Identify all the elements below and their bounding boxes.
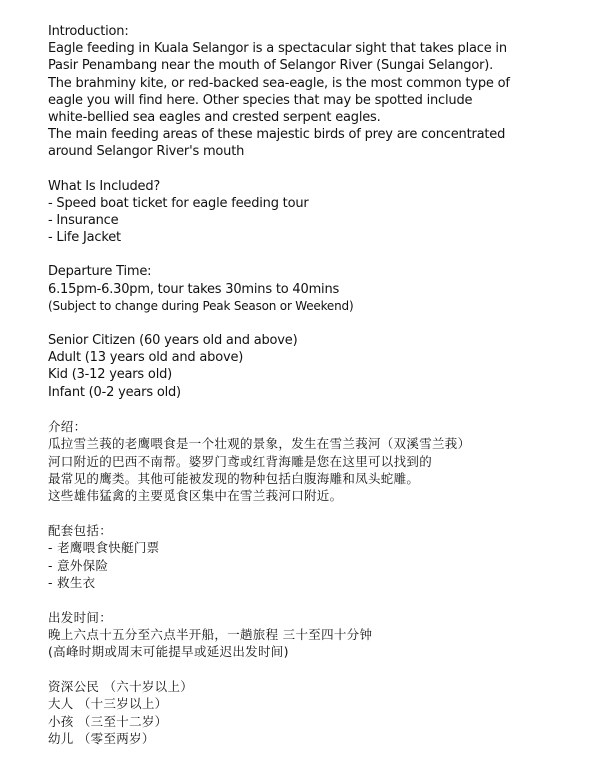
zh-category-item: 小孩 （三至十二岁） (48, 713, 168, 729)
departure-heading: Departure Time: (48, 264, 152, 280)
intro-line: The main feeding areas of these majestic birds of prey are concentrated (48, 127, 506, 143)
zh-included-item: - 救生衣 (48, 575, 96, 591)
zh-departure-time: 晚上六点十五分至六点半开船，一趟旅程 三十至四十分钟 (48, 626, 373, 642)
intro-line: Eagle feeding in Kuala Selangor is a spectacular sight that takes place in (48, 41, 507, 57)
departure-time: 6.15pm-6.30pm, tour takes 30mins to 40mins (48, 281, 340, 297)
intro-heading: Introduction: (48, 24, 129, 39)
intro-line: The brahminy kite, or red-backed sea-eagle, is the most common type of (48, 75, 510, 91)
zh-intro-line: 这些雄伟猛禽的主要觅食区集中在雪兰莪河口附近。 (48, 488, 343, 504)
zh-included-item: - 老鹰喂食快艇门票 (48, 540, 160, 556)
included-item: - Life Jacket (48, 230, 121, 246)
intro-line: eagle you will find here. Other species that may be spotted include (48, 92, 473, 108)
document-body (48, 23, 588, 747)
included-heading: What Is Included? (48, 178, 161, 194)
zh-included-item: - 意外保险 (48, 557, 109, 573)
zh-departure-note: (高峰时期或周末可能提早或延迟出发时间) (48, 644, 289, 660)
included-item: - Speed boat ticket for eagle feeding tour (48, 195, 309, 211)
departure-note: (Subject to change during Peak Season or Weekend) (48, 298, 354, 313)
intro-line: around Selangor River's mouth (48, 144, 245, 160)
intro-line: white-bellied sea eagles and crested serpent eagles. (48, 110, 381, 126)
zh-category-item: 幼儿 （零至两岁） (48, 730, 155, 746)
zh-departure-heading: 出发时间： (48, 609, 113, 625)
zh-intro-heading: 介绍： (48, 418, 87, 434)
intro-line: Pasir Penambang near the mouth of Selangor River (Sungai Selangor). (48, 58, 494, 74)
category-item: Senior Citizen (60 years old and above) (48, 333, 298, 349)
zh-intro-line: 最常见的鹰类。其他可能被发现的物种包括白腹海雕和凤头蛇雕。 (48, 471, 420, 487)
zh-included-heading: 配套包括： (48, 522, 113, 538)
included-item: - Insurance (48, 213, 119, 229)
category-item: Kid (3-12 years old) (48, 367, 173, 383)
zh-intro-line: 瓜拉雪兰莪的老鹰喂食是一个壮观的景象，发生在雪兰莪河（双溪雪兰莪） (48, 436, 471, 452)
category-item: Infant (0-2 years old) (48, 384, 181, 400)
category-item: Adult (13 years old and above) (48, 350, 244, 366)
zh-category-item: 大人 （十三岁以上） (48, 696, 168, 712)
zh-category-item: 资深公民 （六十岁以上） (48, 678, 194, 694)
zh-intro-line: 河口附近的巴西不南帮。婆罗门鸢或红背海雕是您在这里可以找到的 (48, 453, 433, 469)
